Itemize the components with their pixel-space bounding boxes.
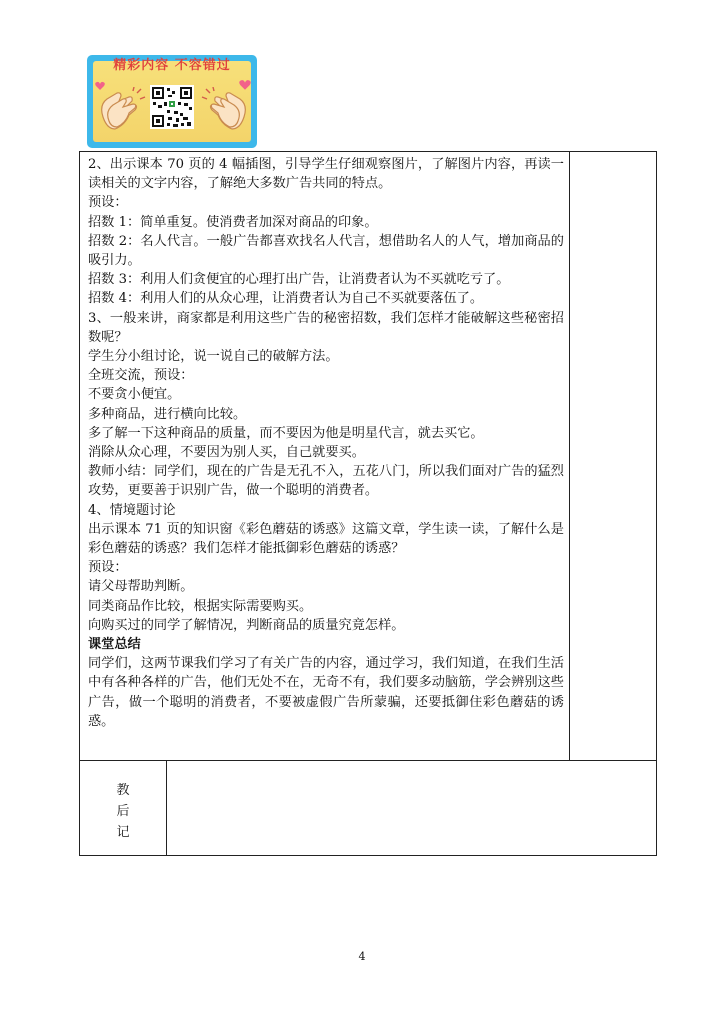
paragraph: 招数 4：利用人们的从众心理，让消费者认为自己不买就要落伍了。 (88, 291, 484, 307)
paragraph: 多了解一下这种商品的质量，而不要因为他是明星代言，就去买它。 (88, 425, 484, 441)
paragraph: 出示课本 71 页的知识窗《彩色蘑菇的诱惑》这篇文章，学生读一读，了解什么是彩色蘑菇的诱惑？我们怎样才能抵御彩色蘑菇的诱惑？ (88, 521, 564, 557)
clapping-hands-icon (95, 87, 147, 135)
paragraph: 招数 1：简单重复。使消费者加深对商品的印象。 (88, 214, 378, 230)
promo-banner[interactable] (87, 55, 257, 148)
heart-icon (239, 79, 251, 91)
reflection-label-char: 记 (116, 825, 130, 840)
page-number: 4 (358, 950, 366, 963)
paragraph: 全班交流，预设： (88, 368, 194, 384)
reflection-label-char: 后 (116, 804, 130, 819)
reflection-label-divider (166, 760, 167, 856)
banner-title: 精彩内容 不容错过 (113, 58, 231, 73)
paragraph: 多种商品，进行横向比较。 (88, 406, 247, 422)
paragraph: 学生分小组讨论，说一说自己的破解方法。 (88, 349, 339, 365)
notes-column-divider (569, 151, 570, 760)
paragraph: 同类商品作比较，根据实际需要购买。 (88, 598, 313, 614)
table-top-border (79, 151, 657, 152)
section-heading: 4、情境题讨论 (88, 502, 176, 518)
paragraph: 同学们，这两节课我们学习了有关广告的内容，通过学习，我们知道，在我们生活中有各种各样的广告，他们无处不在，无奇不有，我们要多动脑筋，学会辨别这些广告，做一个聪明的消费者，不要被虚假广告所蒙骗，还要抵御住彩色蘑菇的诱惑。 (88, 656, 564, 729)
reflection-label-char: 教 (116, 783, 130, 798)
paragraph: 预设： (88, 560, 128, 576)
paragraph: 教师小结：同学们，现在的广告是无孔不入，五花八门，所以我们面对广告的猛烈攻势，更要善于识别广告，做一个聪明的消费者。 (88, 464, 564, 499)
paragraph: 预设： (88, 195, 128, 211)
qr-code-icon (150, 85, 194, 129)
paragraph: 2、出示课本 70 页的 4 幅插图，引导学生仔细观察图片，了解图片内容，再读一读相关的文字内容，了解绝大多数广告共同的特点。 (88, 157, 564, 192)
paragraph: 不要贪小便宜。 (88, 387, 181, 403)
paragraph: 消除从众心理，不要因为别人买，自己就要买。 (88, 445, 365, 461)
paragraph: 向购买过的同学了解情况，判断商品的质量究竟怎样。 (88, 617, 405, 633)
lesson-content (88, 155, 564, 731)
clapping-hands-icon (200, 87, 252, 135)
heart-icon (95, 81, 105, 91)
paragraph: 招数 2：名人代言。一般广告都喜欢找名人代言，想借助名人的人气，增加商品的吸引力。 (88, 233, 564, 269)
reflection-label (100, 780, 146, 843)
paragraph: 3、一般来讲，商家都是利用这些广告的秘密招数，我们怎样才能破解这些秘密招数呢？ (88, 310, 564, 345)
paragraph: 请父母帮助判断。 (88, 579, 194, 595)
paragraph: 招数 3：利用人们贪便宜的心理打出广告，让消费者认为不买就吃亏了。 (88, 272, 510, 288)
section-heading: 课堂总结 (88, 637, 141, 653)
